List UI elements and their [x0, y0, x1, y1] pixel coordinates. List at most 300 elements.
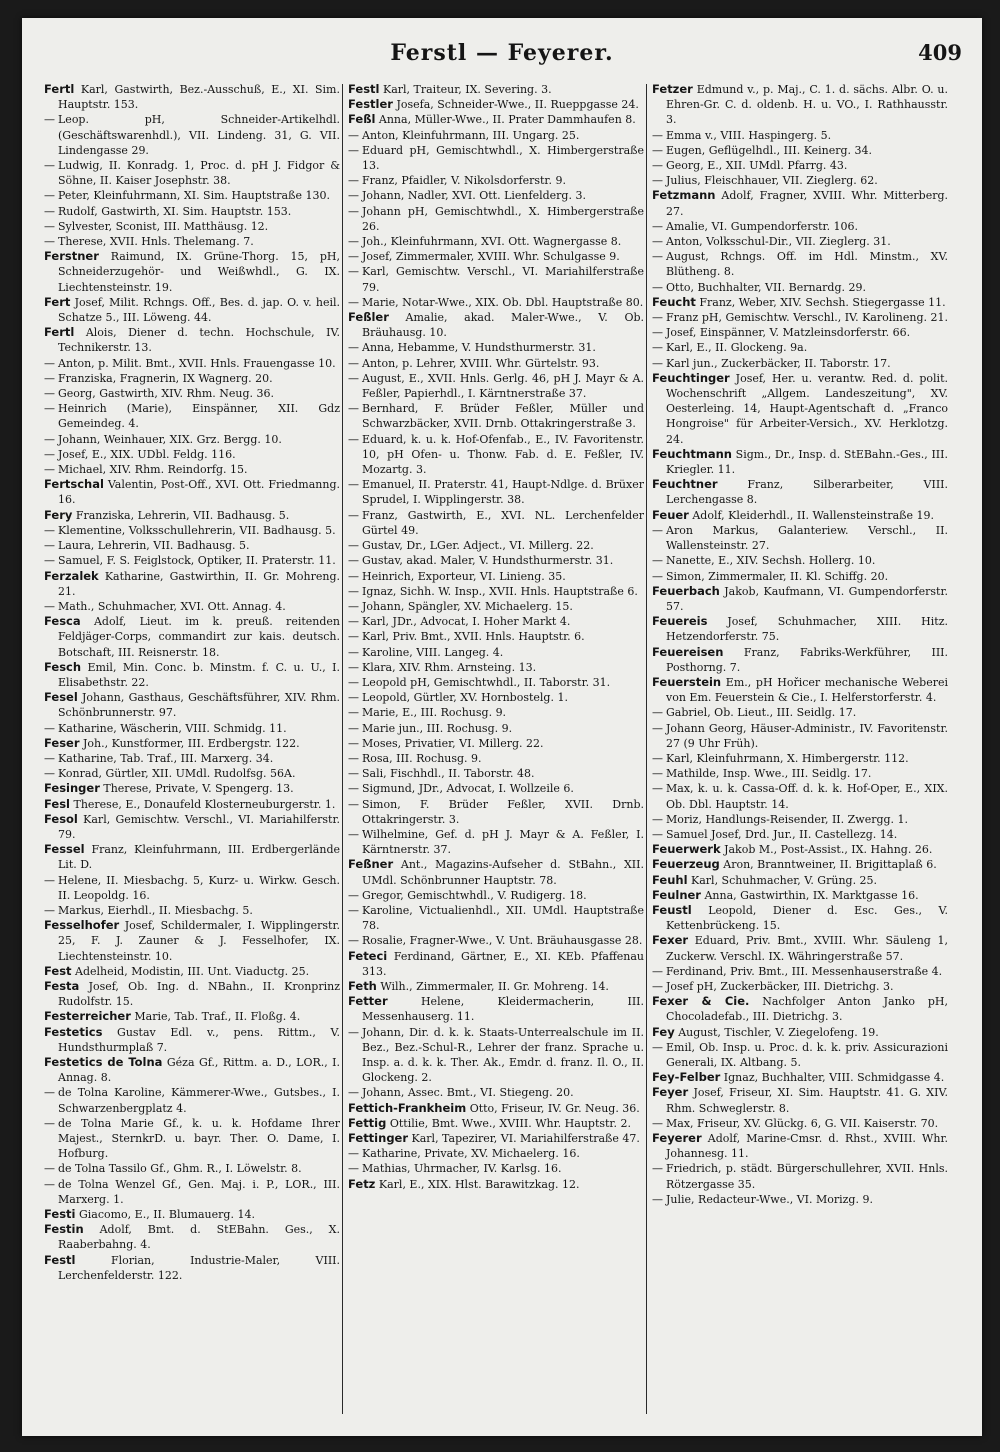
entry-details: Therese, Private, V. Spengerg. 13.: [103, 782, 294, 796]
directory-entry: [348, 645, 644, 660]
repeat-dash: —: [348, 1025, 359, 1039]
directory-entry: [652, 1131, 948, 1161]
repeat-dash: —: [348, 478, 359, 492]
entry-surname: Fesinger: [44, 781, 100, 796]
repeat-dash: —: [652, 326, 663, 340]
directory-entry: [348, 82, 644, 97]
entry-details: Klementine, Volksschullehrerin, VII. Badhausg. 5.: [58, 523, 336, 537]
repeat-dash: —: [348, 706, 359, 720]
repeat-dash: —: [348, 1147, 359, 1161]
repeat-dash: —: [44, 523, 55, 537]
entry-details: Eduard pH, Gemischtwhdl., X. Himbergerstraße 13.: [362, 143, 644, 173]
entry-details: Anna, Hebamme, V. Hundsthurmerstr. 31.: [362, 341, 596, 355]
directory-entry: [44, 325, 340, 355]
entry-details: Georg, E., XII. UMdl. Pfarrg. 43.: [666, 159, 848, 173]
repeat-dash: —: [348, 265, 359, 279]
entry-details: Bernhard, F. Brüder Feßler, Müller und Schwarzbäcker, XVII. Drnb. Ottakringerstraße 3.: [362, 402, 644, 431]
entry-details: Leopold, Gürtler, XV. Hornbostelg. 1.: [362, 691, 568, 705]
repeat-dash: —: [652, 767, 663, 781]
entry-details: Markus, Eierhdl., II. Miesbachg. 5.: [58, 903, 253, 917]
directory-entry: [348, 371, 644, 401]
repeat-dash: —: [652, 782, 663, 796]
entry-details: Johann, Dir. d. k. k. Staats-Unterrealschule im II. Bez., Bez.-Schul-R., Lehrer der franz. Sprache u. Insp. a. d. k. k. Ther. Ak., Emdr. d. franz. Il. O., II. Glockeng. 2.: [362, 1025, 644, 1085]
entry-details: Rosalie, Fragner-Wwe., V. Unt. Bräuhausgasse 28.: [362, 934, 643, 948]
entry-details: Simon, F. Brüder Feßler, XVII. Drnb. Ottakringerstr. 3.: [362, 797, 644, 826]
entry-surname: Feuerzeug: [652, 857, 720, 872]
entry-surname: Feuerbach: [652, 583, 720, 598]
entry-surname: Festler: [348, 97, 393, 112]
entry-details: de Tolna Wenzel Gf., Gen. Maj. i. P., LOR., III. Marxerg. 1.: [58, 1177, 340, 1206]
entry-details: Franz, Fabriks-Werkführer, III. Posthorng. 7.: [666, 645, 948, 674]
entry-details: Karl, Priv. Bmt., XVII. Hnls. Hauptstr. 6.: [362, 630, 585, 644]
directory-entry: [652, 645, 948, 675]
repeat-dash: —: [652, 751, 663, 765]
entry-details: Anton, Volksschul-Dir., VII. Zieglerg. 31.: [666, 235, 891, 249]
repeat-dash: —: [652, 979, 663, 993]
entry-details: Josef, Schuhmacher, XIII. Hitz. Hetzendorferstr. 75.: [666, 615, 948, 644]
entry-details: Josefa, Schneider-Wwe., II. Rueppgasse 24.: [396, 98, 639, 112]
directory-entry: [652, 812, 948, 827]
entry-details: Ferdinand, Priv. Bmt., III. Messenhauserstraße 4.: [666, 964, 943, 978]
directory-entry: [44, 219, 340, 234]
entry-surname: Feuerstein: [652, 674, 722, 689]
entry-details: Valentin, Post-Off., XVI. Ott. Friedmanng. 16.: [58, 478, 340, 507]
entry-details: Wilhelmine, Gef. d. pH J. Mayr & A. Feßler, I. Kärntnerstr. 37.: [362, 827, 644, 857]
directory-page: [22, 18, 982, 1436]
entry-details: Michael, XIV. Rhm. Reindorfg. 15.: [58, 463, 248, 477]
directory-entry: [348, 477, 644, 507]
entry-details: Karl, Tapezirer, VI. Mariahilferstraße 47.: [411, 1132, 640, 1146]
directory-entry: [348, 569, 644, 584]
entry-surname: Feuchtinger: [652, 370, 730, 385]
entry-details: Helene, Kleidermacherin, III. Messenhauserg. 11.: [362, 995, 644, 1024]
directory-entry: [44, 690, 340, 720]
entry-details: Alois, Diener d. techn. Hochschule, IV. Technikerstr. 13.: [58, 326, 340, 355]
entry-surname: Feth: [348, 978, 377, 993]
directory-entry: [44, 599, 340, 614]
entry-details: Em., pH Hořicer mechanische Weberei von Em. Feuerstein & Cie., I. Helferstorferstr. 4.: [666, 675, 948, 705]
entry-details: Mathias, Uhrmacher, IV. Karlsg. 16.: [362, 1162, 562, 1176]
directory-entry: [44, 1025, 340, 1055]
directory-entry: [348, 1146, 644, 1161]
directory-entry: [652, 325, 948, 340]
entry-surname: Festetics de Tolna: [44, 1055, 163, 1069]
repeat-dash: —: [348, 341, 359, 355]
entry-details: Anton, p. Milit. Bmt., XVII. Hnls. Frauengasse 10.: [58, 356, 336, 370]
entry-details: Karl, JDr., Advocat, I. Hoher Markt 4.: [362, 615, 571, 629]
repeat-dash: —: [652, 128, 663, 142]
directory-entry: [348, 933, 644, 948]
directory-entry: [348, 143, 644, 173]
entry-details: Josef, Friseur, XI. Sim. Hauptstr. 41. G. XIV. Rhm. Schweglerstr. 8.: [666, 1086, 948, 1115]
entry-details: Franz, Weber, XIV. Sechsh. Stiegergasse 11.: [699, 295, 946, 309]
entry-details: Karl, Schuhmacher, V. Grüng. 25.: [691, 873, 878, 887]
entry-details: Ignaz, Buchhalter, VIII. Schmidgasse 4.: [723, 1071, 945, 1085]
entry-details: Johann, Assec. Bmt., VI. Stiegeng. 20.: [362, 1086, 574, 1100]
directory-entry: [44, 614, 340, 660]
entry-surname: Fetzmann: [652, 188, 716, 203]
entry-details: Simon, Zimmermaler, II. Kl. Schiffg. 20.: [666, 569, 889, 583]
entry-details: Georg, Gastwirth, XIV. Rhm. Neug. 36.: [58, 387, 275, 401]
repeat-dash: —: [44, 113, 55, 127]
entry-details: Gustav, Dr., LGer. Adject., VI. Millerg. 22.: [362, 539, 594, 553]
repeat-dash: —: [348, 143, 359, 157]
directory-entry: [348, 1116, 644, 1131]
directory-entry: [44, 1161, 340, 1176]
entry-details: Nachfolger Anton Janko pH, Chocoladefab., III. Dietrichg. 3.: [666, 995, 948, 1024]
entry-details: Heinrich, Exporteur, VI. Linieng. 35.: [362, 569, 566, 583]
repeat-dash: —: [348, 189, 359, 203]
directory-entry: [44, 82, 340, 112]
entry-details: Ottilie, Bmt. Wwe., XVIII. Whr. Hauptstr. 2.: [389, 1116, 631, 1130]
directory-entry: [652, 1040, 948, 1070]
directory-entry: [44, 781, 340, 796]
entry-details: Max, k. u. k. Cassa-Off. d. k. k. Hof-Oper, E., XIX. Ob. Dbl. Hauptstr. 14.: [666, 782, 948, 811]
directory-entry: [348, 614, 644, 629]
directory-entry: [44, 204, 340, 219]
directory-entry: [652, 158, 948, 173]
directory-entry: [652, 173, 948, 188]
directory-entry: [44, 432, 340, 447]
directory-entry: [348, 629, 644, 644]
directory-entry: [652, 705, 948, 720]
entry-surname: Feuchtmann: [652, 446, 732, 461]
entry-details: Jakob M., Post-Assist., IX. Hahng. 26.: [724, 843, 933, 857]
entry-surname: Fetz: [348, 1176, 376, 1191]
directory-entry: [652, 371, 948, 447]
directory-entry: [348, 310, 644, 340]
entry-details: Franz, Gastwirth, E., XVI. NL. Lerchenfelder Gürtel 49.: [362, 508, 644, 537]
entry-surname: Feyer: [652, 1085, 689, 1100]
directory-entry: [44, 249, 340, 295]
entry-details: Franz pH, Gemischtw. Verschl., IV. Karolineng. 21.: [666, 311, 948, 325]
entry-details: Friedrich, p. städt. Bürgerschullehrer, XVII. Hnls. Rötzergasse 35.: [666, 1162, 948, 1191]
directory-entry: [44, 569, 340, 599]
entry-details: Florian, Industrie-Maler, VIII. Lerchenfelderstr. 122.: [58, 1253, 340, 1282]
directory-entry: [44, 1253, 340, 1283]
repeat-dash: —: [44, 539, 55, 553]
repeat-dash: —: [44, 1177, 55, 1191]
directory-entry: [44, 295, 340, 325]
directory-entry: [348, 204, 644, 234]
directory-entry: [44, 1055, 340, 1085]
entry-details: Nanette, E., XIV. Sechsh. Hollerg. 10.: [666, 554, 876, 568]
entry-surname: Feßler: [348, 310, 389, 325]
entry-details: Eugen, Geflügelhdl., III. Keinerg. 34.: [666, 143, 873, 157]
directory-entry: [652, 721, 948, 751]
directory-entry: [348, 599, 644, 614]
directory-entry: [652, 523, 948, 553]
entry-surname: Feucht: [652, 294, 696, 309]
entry-details: Adolf, Bmt. d. StEBahn. Ges., X. Raaberbahng. 4.: [58, 1223, 340, 1252]
repeat-dash: —: [348, 721, 359, 735]
repeat-dash: —: [652, 964, 663, 978]
directory-entry: [44, 523, 340, 538]
repeat-dash: —: [44, 1086, 55, 1100]
repeat-dash: —: [348, 356, 359, 370]
entry-surname: Feßl: [348, 112, 376, 127]
entry-details: Math., Schuhmacher, XVI. Ott. Annag. 4.: [58, 599, 286, 613]
repeat-dash: —: [348, 584, 359, 598]
entry-details: Johann, Spängler, XV. Michaelerg. 15.: [362, 599, 573, 613]
repeat-dash: —: [652, 174, 663, 188]
repeat-dash: —: [44, 599, 55, 613]
entry-details: Katharine, Tab. Traf., III. Marxerg. 34.: [58, 751, 274, 765]
entry-details: Sali, Fischhdl., II. Taborstr. 48.: [362, 767, 535, 781]
repeat-dash: —: [652, 159, 663, 173]
directory-entry: [348, 781, 644, 796]
entry-details: Peter, Kleinfuhrmann, XI. Sim. Hauptstraße 130.: [58, 189, 330, 203]
directory-entry: [348, 721, 644, 736]
repeat-dash: —: [44, 371, 55, 385]
repeat-dash: —: [652, 1116, 663, 1130]
directory-entry: [44, 477, 340, 507]
repeat-dash: —: [652, 341, 663, 355]
directory-entry: [652, 888, 948, 903]
entry-details: Gabriel, Ob. Lieut., III. Seidlg. 17.: [666, 706, 857, 720]
repeat-dash: —: [652, 706, 663, 720]
entry-details: de Tolna Karoline, Kämmerer-Wwe., Gutsbes., I. Schwarzenbergplatz 4.: [58, 1086, 340, 1115]
entry-details: Anna, Müller-Wwe., II. Prater Dammhaufen 8.: [378, 113, 636, 127]
directory-entry: [44, 1009, 340, 1024]
repeat-dash: —: [348, 934, 359, 948]
directory-entry: [348, 705, 644, 720]
repeat-dash: —: [44, 387, 55, 401]
directory-entry: [44, 371, 340, 386]
entry-details: Otto, Friseur, IV. Gr. Neug. 36.: [469, 1101, 640, 1115]
directory-entry: [348, 508, 644, 538]
directory-entry: [652, 751, 948, 766]
entry-details: Karl, Traiteur, IX. Severing. 3.: [382, 83, 552, 96]
entry-details: Aron, Branntweiner, II. Brigittaplaß 6.: [723, 858, 937, 872]
entry-details: Otto, Buchhalter, VII. Bernardg. 29.: [666, 280, 866, 294]
directory-entry: [652, 675, 948, 705]
entry-surname: Fertl: [44, 325, 75, 340]
repeat-dash: —: [652, 143, 663, 157]
repeat-dash: —: [652, 250, 663, 264]
directory-entry: [348, 128, 644, 143]
entry-details: Josef, Ob. Ing. d. NBahn., II. Kronprinz Rudolfstr. 15.: [58, 979, 340, 1009]
entry-details: Laura, Lehrerin, VII. Badhausg. 5.: [58, 539, 250, 553]
entry-details: Johann, Nadler, XVI. Ott. Lienfelderg. 3.: [362, 189, 586, 203]
entry-surname: Fexer & Cie.: [652, 994, 750, 1009]
entry-surname: Ferstner: [44, 249, 99, 264]
repeat-dash: —: [348, 539, 359, 553]
repeat-dash: —: [652, 235, 663, 249]
directory-entry: [44, 234, 340, 249]
repeat-dash: —: [44, 903, 55, 917]
entry-surname: Fexer: [652, 933, 689, 948]
repeat-dash: —: [348, 751, 359, 765]
directory-entry: [348, 295, 644, 310]
column-2: [348, 82, 644, 1416]
entry-details: Helene, II. Miesbachg. 5, Kurz- u. Wirkw. Gesch. II. Leopoldg. 16.: [58, 873, 340, 902]
repeat-dash: —: [652, 523, 663, 537]
directory-entry: [44, 812, 340, 842]
entry-details: Marie, E., III. Rochusg. 9.: [362, 706, 507, 720]
entry-surname: Festl: [348, 82, 380, 96]
repeat-dash: —: [348, 691, 359, 705]
repeat-dash: —: [348, 903, 359, 917]
repeat-dash: —: [652, 356, 663, 370]
entry-surname: Fetzer: [652, 82, 693, 96]
entry-details: Heinrich (Marie), Einspänner, XII. Gdz Gemeindeg. 4.: [58, 402, 340, 431]
entry-details: Franz, Pfaidler, V. Nikolsdorferstr. 9.: [362, 174, 566, 188]
directory-entry: [44, 356, 340, 371]
entry-details: Therese, XVII. Hnls. Thelemang. 7.: [58, 235, 254, 249]
entry-surname: Fesselhofer: [44, 918, 120, 933]
directory-entry: [44, 797, 340, 812]
directory-entry: [348, 173, 644, 188]
entry-details: Rosa, III. Rochusg. 9.: [362, 751, 482, 765]
directory-entry: [652, 280, 948, 295]
directory-entry: [348, 249, 644, 264]
repeat-dash: —: [652, 721, 663, 735]
repeat-dash: —: [348, 569, 359, 583]
entry-surname: Feuerwerk: [652, 842, 721, 857]
entry-details: Josef, Einspänner, V. Matzleinsdorferstr. 66.: [666, 326, 911, 340]
directory-entry: [348, 675, 644, 690]
entry-details: Aron Markus, Galanteriew. Verschl., II. Wallensteinstr. 27.: [666, 523, 948, 553]
entry-details: Max, Friseur, XV. Glückg. 6, G. VII. Kaiserstr. 70.: [666, 1116, 939, 1130]
directory-entry: [348, 736, 644, 751]
column-divider: [342, 84, 343, 1414]
entry-surname: Fertl: [44, 82, 75, 96]
directory-entry: [348, 234, 644, 249]
directory-entry: [652, 553, 948, 568]
directory-entry: [652, 873, 948, 888]
entry-surname: Fey: [652, 1024, 675, 1039]
entry-details: Ludwig, II. Konradg. 1, Proc. d. pH J. Fidgor & Söhne, II. Kaiser Josephstr. 38.: [58, 159, 340, 188]
entry-details: Johann, Weinhauer, XIX. Grz. Bergg. 10.: [58, 432, 282, 446]
directory-entry: [44, 751, 340, 766]
directory-entry: [652, 508, 948, 523]
column-3: [652, 82, 948, 1416]
entry-surname: Feuer: [652, 507, 689, 522]
entry-details: Gustav Edl. v., pens. Rittm., V. Hundsthurmplaß 7.: [58, 1025, 340, 1054]
running-title: Ferstl — Feyerer.: [390, 40, 614, 66]
directory-entry: [348, 432, 644, 478]
directory-entry: [348, 538, 644, 553]
entry-surname: Festetics: [44, 1024, 103, 1039]
entry-surname: Feuereisen: [652, 644, 724, 659]
directory-entry: [652, 477, 948, 507]
directory-entry: [652, 188, 948, 218]
entry-details: Leop. pH, Schneider-Artikelhdl. (Geschäftswarenhdl.), VII. Lindeng. 31, G. VII. Lindengasse 29.: [58, 113, 340, 157]
page-header: [22, 40, 982, 80]
directory-entry: [652, 219, 948, 234]
directory-entry: [44, 1085, 340, 1115]
entry-surname: Fetter: [348, 994, 388, 1009]
directory-entry: [348, 979, 644, 994]
directory-entry: [44, 842, 340, 872]
entry-details: Katharine, Gastwirthin, II. Gr. Mohreng. 21.: [58, 569, 340, 598]
repeat-dash: —: [348, 235, 359, 249]
entry-surname: Festa: [44, 978, 80, 993]
entry-surname: Feser: [44, 735, 80, 750]
directory-entry: [44, 158, 340, 188]
directory-entry: [652, 234, 948, 249]
directory-entry: [348, 827, 644, 857]
entry-details: Karl, Kleinfuhrmann, X. Himbergerstr. 112.: [666, 751, 909, 765]
directory-entry: [652, 82, 948, 128]
entry-surname: Feustl: [652, 902, 692, 917]
entry-details: August, E., XVII. Hnls. Gerlg. 46, pH J. Mayr & A. Feßler, Papierhdl., I. Kärntnerstraße 37.: [362, 371, 644, 401]
directory-entry: [44, 538, 340, 553]
entry-details: Emma v., VIII. Haspingerg. 5.: [666, 128, 832, 142]
directory-entry: [652, 569, 948, 584]
directory-entry: [348, 660, 644, 675]
entry-details: Leopold pH, Gemischtwhdl., II. Taborstr. 31.: [362, 675, 611, 689]
entry-details: Josef, Schildermaler, I. Wipplingerstr. 25, F. J. Zauner & J. Fesselhofer, IX. Liechtensteinstr. 10.: [58, 919, 340, 963]
repeat-dash: —: [348, 599, 359, 613]
entry-details: Josef, Zimmermaler, XVIII. Whr. Schulgasse 9.: [362, 250, 620, 264]
repeat-dash: —: [348, 736, 359, 750]
entry-surname: Fessel: [44, 842, 85, 857]
directory-entry: [652, 1085, 948, 1115]
entry-details: Gregor, Gemischtwhdl., V. Rudigerg. 18.: [362, 888, 587, 902]
repeat-dash: —: [652, 311, 663, 325]
entry-details: Karl, E., II. Glockeng. 9a.: [666, 341, 808, 355]
entry-details: Adolf, Lieut. im k. preuß. reitenden Feldjäger-Corps, commandirt zur kais. deutsch. Botschaft, III. Reisnerstr. 18.: [58, 615, 340, 659]
directory-entry: [44, 736, 340, 751]
repeat-dash: —: [44, 767, 55, 781]
repeat-dash: —: [44, 447, 55, 461]
directory-entry: [348, 903, 644, 933]
entry-surname: Fesch: [44, 659, 82, 674]
repeat-dash: —: [348, 432, 359, 446]
entry-details: Karl, E., XIX. Hlst. Barawitzkag. 12.: [378, 1177, 580, 1191]
repeat-dash: —: [44, 873, 55, 887]
repeat-dash: —: [348, 767, 359, 781]
repeat-dash: —: [348, 1086, 359, 1100]
entry-details: Mathilde, Insp. Wwe., III. Seidlg. 17.: [666, 767, 872, 781]
entry-details: Josef, Milit. Rchngs. Off., Bes. d. jap. O. v. heil. Schatze 5., III. Löweng. 44.: [58, 295, 340, 325]
directory-entry: [44, 1177, 340, 1207]
entry-surname: Fesel: [44, 690, 78, 705]
directory-entry: [44, 903, 340, 918]
entry-surname: Fesl: [44, 796, 70, 811]
directory-entry: [348, 401, 644, 431]
directory-entry: [652, 143, 948, 158]
directory-entry: [44, 873, 340, 903]
repeat-dash: —: [652, 1162, 663, 1176]
entry-details: Franziska, Fragnerin, IX Wagnerg. 20.: [58, 371, 273, 385]
directory-entry: [652, 1070, 948, 1085]
entry-details: Julie, Redacteur-Wwe., VI. Morizg. 9.: [666, 1192, 873, 1206]
entry-surname: Feuhl: [652, 872, 688, 887]
repeat-dash: —: [348, 888, 359, 902]
directory-entry: [44, 447, 340, 462]
entry-details: Julius, Fleischhauer, VII. Zieglerg. 62.: [666, 174, 878, 188]
directory-entry: [652, 903, 948, 933]
repeat-dash: —: [44, 751, 55, 765]
repeat-dash: —: [652, 554, 663, 568]
directory-entry: [652, 295, 948, 310]
repeat-dash: —: [348, 645, 359, 659]
repeat-dash: —: [652, 569, 663, 583]
entry-details: de Tolna Tassilo Gf., Ghm. R., I. Löwelstr. 8.: [58, 1162, 302, 1176]
directory-entry: [44, 721, 340, 736]
directory-entry: [348, 1161, 644, 1176]
directory-entry: [348, 766, 644, 781]
column-divider: [646, 84, 647, 1414]
entry-surname: Feulner: [652, 887, 701, 902]
entry-details: Samuel Josef, Drd. Jur., II. Castellezg. 14.: [666, 827, 898, 841]
directory-entry: [652, 842, 948, 857]
repeat-dash: —: [44, 159, 55, 173]
repeat-dash: —: [348, 782, 359, 796]
